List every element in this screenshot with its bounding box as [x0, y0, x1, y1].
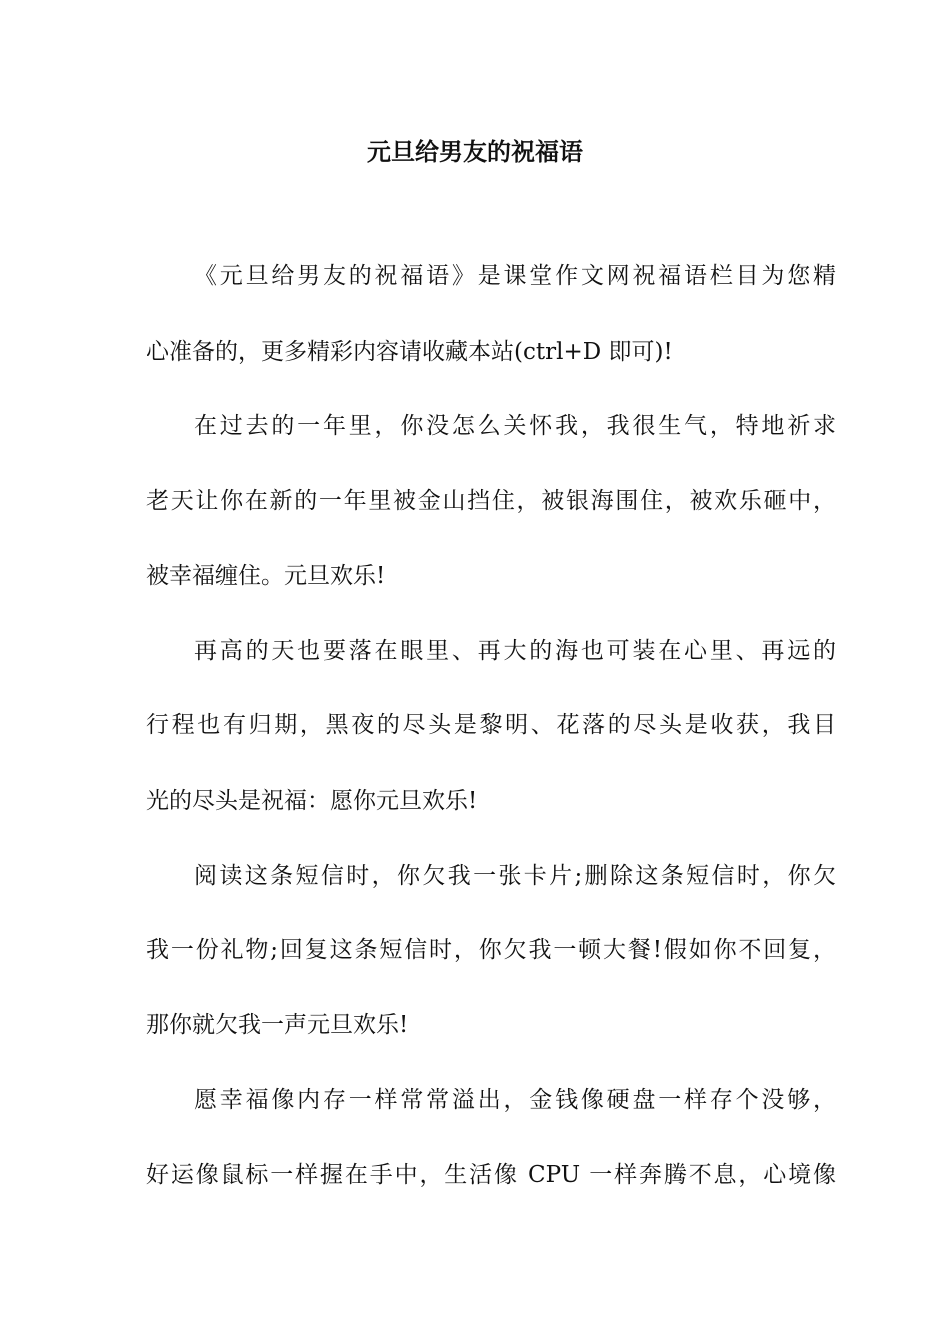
paragraph-4-line-1: 阅读这条短信时，你欠我一张卡片;删除这条短信时，你欠: [194, 863, 836, 889]
paragraph-4-line-2: 我一份礼物;回复这条短信时，你欠我一顿大餐!假如你不回复，: [146, 937, 836, 963]
paragraph-2-line-1: 在过去的一年里，你没怎么关怀我，我很生气，特地祈求: [194, 413, 836, 439]
document-title: 元旦给男友的祝福语: [367, 137, 583, 166]
paragraph-3-line-3: 光的尽头是祝福：愿你元旦欢乐!: [146, 788, 478, 814]
paragraph-1-line-1: 《元旦给男友的祝福语》是课堂作文网祝福语栏目为您精: [194, 263, 836, 289]
paragraph-1-line-2: 心准备的，更多精彩内容请收藏本站(ctrl+D 即可)!: [146, 339, 673, 365]
paragraph-2-line-3: 被幸福缠住。元旦欢乐!: [146, 563, 386, 589]
paragraph-3-line-2: 行程也有归期，黑夜的尽头是黎明、花落的尽头是收获，我目: [146, 712, 836, 738]
paragraph-4-line-3: 那你就欠我一声元旦欢乐!: [146, 1012, 409, 1038]
paragraph-3-line-1: 再高的天也要落在眼里、再大的海也可装在心里、再远的: [194, 638, 836, 664]
paragraph-5-line-1: 愿幸福像内存一样常常溢出，金钱像硬盘一样存个没够，: [194, 1087, 836, 1113]
paragraph-2-line-2: 老天让你在新的一年里被金山挡住，被银海围住，被欢乐砸中，: [146, 488, 836, 514]
paragraph-5-line-2: 好运像鼠标一样握在手中，生活像 CPU 一样奔腾不息，心境像: [146, 1162, 836, 1188]
